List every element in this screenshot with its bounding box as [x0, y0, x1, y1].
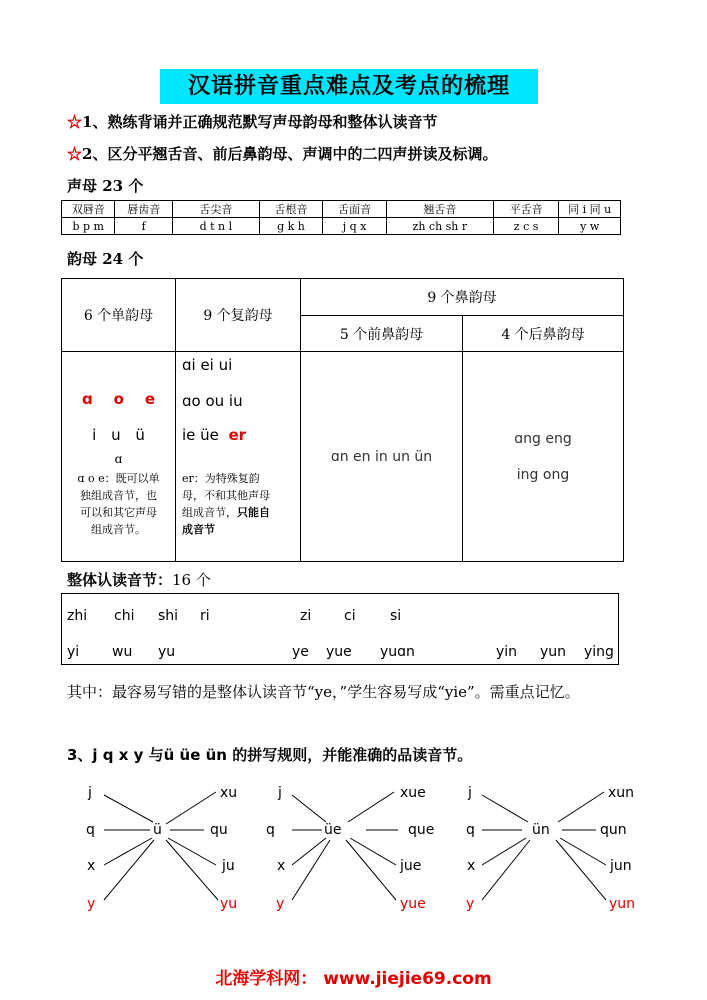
note-line: 可以和其它声母 — [80, 506, 157, 519]
requirement-2-text: 2、区分平翘舌音、前后鼻韵母、声调中的二四声拼读及标调。 — [82, 145, 498, 163]
shengmu-value-row — [62, 218, 621, 235]
diagram-left: y — [276, 896, 285, 912]
syllable: ying — [584, 644, 614, 660]
yunmu-content-row — [62, 352, 624, 562]
zhengti-heading — [67, 569, 211, 590]
compound-note — [182, 470, 296, 538]
table-cell: 同 i 同 u — [559, 201, 621, 218]
syllable: yi — [67, 644, 80, 660]
col-nasal-header: 9 个鼻韵母 — [301, 279, 624, 316]
diagram-right: xue — [400, 785, 426, 801]
note-bold: 成音节 — [182, 523, 215, 536]
table-cell: zh ch sh r — [386, 218, 493, 235]
diagram-center: ün — [532, 822, 550, 838]
syllable: yin — [496, 644, 518, 660]
diagram-right: xu — [220, 785, 238, 801]
compound-er: er — [228, 426, 247, 444]
note-line: 独组成音节，也 — [80, 489, 157, 502]
syllable: zi — [300, 608, 312, 624]
front-nasal-values: ɑn en in un ün — [330, 448, 433, 465]
shengmu-heading: 声母 23 个 — [67, 177, 144, 195]
diagram-right: que — [408, 822, 435, 838]
diagram-center: üe — [324, 822, 342, 838]
single-extra: ɑ — [114, 452, 123, 466]
diagram-right: qun — [600, 822, 627, 838]
col-back-header: 4 个后鼻韵母 — [463, 316, 624, 352]
table-cell: z c s — [493, 218, 559, 235]
compound-ie-ue: ie üe — [182, 426, 219, 444]
syllable: ri — [200, 608, 210, 624]
yunmu-table — [61, 278, 624, 562]
single-o: o — [113, 390, 124, 408]
yunmu-header-row — [62, 279, 624, 316]
col-front-header: 5 个前鼻韵母 — [301, 316, 463, 352]
diagram-left: y — [87, 896, 96, 912]
single-row1 — [62, 390, 175, 408]
single-cell — [62, 352, 176, 562]
table-cell: 舌尖音 — [172, 201, 259, 218]
requirement-2 — [67, 143, 497, 164]
table-cell: y w — [559, 218, 621, 235]
diagram-left: y — [466, 896, 475, 912]
pinyin-diagrams — [0, 780, 707, 920]
table-cell: 舌面音 — [323, 201, 387, 218]
table-cell: 唇齿音 — [115, 201, 173, 218]
back-row2: ing ong — [516, 466, 570, 483]
table-cell: d t n l — [172, 218, 259, 235]
syllable: yue — [326, 644, 352, 660]
footer-watermark: 北海学科网： www.jiejie69.com — [215, 969, 492, 989]
zhengti-box — [61, 593, 619, 665]
diagram-left: j — [468, 785, 472, 801]
diagram-right: yue — [400, 896, 426, 912]
diagram-left: q — [86, 822, 95, 838]
rule-heading: 3、j q x y 与ü üe ün 的拼写规则，并能准确的品读音节。 — [67, 746, 473, 764]
diagram-right: jun — [610, 858, 632, 874]
note-line: er：为特殊复韵 — [182, 472, 260, 485]
diagram-right: jue — [400, 858, 422, 874]
diagram-lines — [0, 780, 707, 920]
compound-row1: ɑi ei ui — [182, 356, 233, 374]
table-cell: 平舌音 — [493, 201, 559, 218]
diagram-right: ju — [222, 858, 235, 874]
compound-row2: ɑo ou iu — [182, 392, 243, 410]
table-cell: f — [115, 218, 173, 235]
back-nasal-cell — [463, 352, 624, 562]
syllable: shi — [158, 608, 179, 624]
note-line: 母，不和其他声母 — [182, 489, 270, 502]
requirement-1 — [67, 111, 437, 132]
syllable: wu — [112, 644, 133, 660]
syllable: yu — [158, 644, 176, 660]
single-e: e — [144, 390, 156, 408]
note-paragraph: 其中：最容易写错的是整体认读音节“ye，”学生容易写成“yie”。需重点记忆。 — [67, 683, 580, 701]
diagram-center: ü — [153, 822, 162, 838]
syllable: yuɑn — [380, 644, 415, 660]
table-cell: j q x — [323, 218, 387, 235]
diagram-left: x — [277, 858, 286, 874]
syllable: si — [390, 608, 402, 624]
diagram-left: j — [278, 785, 282, 801]
syllable: chi — [114, 608, 135, 624]
col-compound-header: 9 个复韵母 — [176, 279, 301, 352]
zhengti-heading-text: 整体认读音节： — [67, 571, 173, 589]
front-nasal-cell — [301, 352, 463, 562]
yunmu-heading: 韵母 24 个 — [67, 250, 144, 268]
table-cell: 舌根音 — [259, 201, 323, 218]
syllable: ye — [292, 644, 309, 660]
note-line — [182, 504, 296, 521]
table-cell: 翘舌音 — [386, 201, 493, 218]
page-title: 汉语拼音重点难点及考点的梳理 — [160, 69, 538, 104]
diagram-left: j — [88, 785, 92, 801]
diagram-left: q — [466, 822, 475, 838]
back-nasal-values — [463, 421, 623, 493]
diagram-right: qu — [210, 822, 228, 838]
diagram-left: x — [467, 858, 476, 874]
shengmu-table — [61, 200, 621, 235]
shengmu-header-row — [62, 201, 621, 218]
zhengti-count: 16 个 — [172, 571, 211, 589]
note-line: ɑ o e：既可以单 — [77, 472, 160, 485]
table-cell: g k h — [259, 218, 323, 235]
table-cell: b p m — [62, 218, 115, 235]
col-single-header: 6 个单韵母 — [62, 279, 176, 352]
diagram-right: yun — [609, 896, 636, 912]
back-row1: ɑng eng — [514, 430, 572, 447]
table-cell: 双唇音 — [62, 201, 115, 218]
diagram-right: xun — [608, 785, 635, 801]
note-line: 组成音节。 — [91, 523, 146, 536]
note-text: 组成音节， — [182, 506, 237, 519]
note-bold: 只能自 — [237, 506, 270, 519]
requirement-1-text: 1、熟练背诵并正确规范默写声母韵母和整体认读音节 — [82, 113, 438, 131]
syllable: yun — [540, 644, 567, 660]
compound-cell — [176, 352, 301, 562]
single-note — [62, 470, 175, 538]
compound-row3 — [182, 426, 246, 444]
syllable: zhi — [67, 608, 88, 624]
star-icon: ☆ — [67, 113, 83, 131]
syllable: ci — [344, 608, 356, 624]
star-icon: ☆ — [67, 145, 83, 163]
diagram-left: x — [87, 858, 96, 874]
single-a: ɑ — [81, 390, 93, 408]
diagram-right: yu — [220, 896, 238, 912]
diagram-left: q — [266, 822, 275, 838]
single-row2: i u ü — [92, 426, 145, 444]
